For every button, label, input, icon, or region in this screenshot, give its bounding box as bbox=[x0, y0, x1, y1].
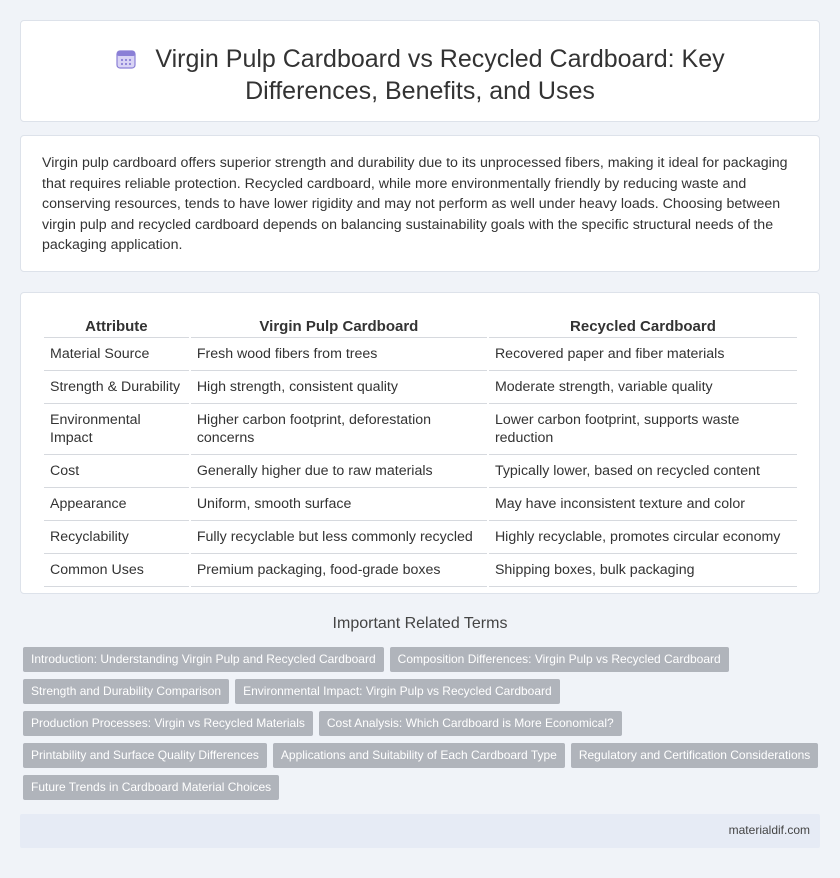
table-row bbox=[44, 521, 797, 554]
related-terms-heading: Important Related Terms bbox=[332, 615, 508, 632]
cell-virgin: Higher carbon footprint, deforestation concerns bbox=[191, 404, 487, 455]
tag-row bbox=[23, 711, 823, 743]
table-row bbox=[44, 554, 797, 587]
related-terms-list bbox=[23, 647, 823, 807]
intro-card bbox=[20, 135, 820, 272]
cell-virgin: High strength, consistent quality bbox=[191, 371, 487, 404]
related-term-tag[interactable]: Composition Differences: Virgin Pulp vs Recycled Cardboard bbox=[390, 647, 729, 672]
related-term-tag[interactable]: Future Trends in Cardboard Material Choices bbox=[23, 775, 279, 800]
footer-site-link[interactable]: materialdif.com bbox=[728, 823, 810, 837]
related-term-tag[interactable]: Printability and Surface Quality Differences bbox=[23, 743, 267, 768]
tag-row bbox=[23, 775, 823, 807]
related-term-tag[interactable]: Cost Analysis: Which Cardboard is More Economical? bbox=[319, 711, 622, 736]
comparison-table-card bbox=[20, 292, 820, 594]
cell-virgin: Fully recyclable but less commonly recycled bbox=[191, 521, 487, 554]
cell-virgin: Uniform, smooth surface bbox=[191, 488, 487, 521]
related-term-tag[interactable]: Applications and Suitability of Each Cardboard Type bbox=[273, 743, 565, 768]
table-row bbox=[44, 338, 797, 371]
cell-recycled: Recovered paper and fiber materials bbox=[489, 338, 797, 371]
cell-attribute: Recyclability bbox=[44, 521, 189, 554]
related-term-tag[interactable]: Environmental Impact: Virgin Pulp vs Recycled Cardboard bbox=[235, 679, 560, 704]
cell-virgin: Premium packaging, food-grade boxes bbox=[191, 554, 487, 587]
cell-attribute: Common Uses bbox=[44, 554, 189, 587]
footer bbox=[20, 814, 820, 848]
header-attribute: Attribute bbox=[44, 316, 189, 338]
cell-attribute: Appearance bbox=[44, 488, 189, 521]
cell-recycled: Highly recyclable, promotes circular economy bbox=[489, 521, 797, 554]
table-row bbox=[44, 404, 797, 455]
cell-recycled: May have inconsistent texture and color bbox=[489, 488, 797, 521]
related-term-tag[interactable]: Strength and Durability Comparison bbox=[23, 679, 229, 704]
calendar-icon bbox=[115, 48, 137, 70]
table-header-row bbox=[44, 316, 797, 338]
page-title-wrap bbox=[61, 43, 779, 107]
cell-recycled: Moderate strength, variable quality bbox=[489, 371, 797, 404]
cell-virgin: Fresh wood fibers from trees bbox=[191, 338, 487, 371]
cell-attribute: Strength & Durability bbox=[44, 371, 189, 404]
cell-recycled: Typically lower, based on recycled content bbox=[489, 455, 797, 488]
cell-attribute: Environmental Impact bbox=[44, 404, 189, 455]
cell-attribute: Cost bbox=[44, 455, 189, 488]
header-recycled: Recycled Cardboard bbox=[489, 316, 797, 338]
tag-row bbox=[23, 743, 823, 775]
comparison-table bbox=[42, 316, 799, 587]
cell-attribute: Material Source bbox=[44, 338, 189, 371]
related-term-tag[interactable]: Introduction: Understanding Virgin Pulp and Recycled Cardboard bbox=[23, 647, 384, 672]
table-row bbox=[44, 371, 797, 404]
header-virgin-pulp: Virgin Pulp Cardboard bbox=[191, 316, 487, 338]
tag-row bbox=[23, 679, 823, 711]
related-term-tag[interactable]: Production Processes: Virgin vs Recycled Materials bbox=[23, 711, 313, 736]
intro-paragraph: Virgin pulp cardboard offers superior strength and durability due to its unprocessed fibers, making it ideal for packaging that requires reliable protection. Recycled cardboard, while more environmentally friendly by reducing waste and conserving resources, tends to have lower rigidity and may not perform as well under heavy loads. Choosing between virgin pulp and recycled cardboard depends on balancing sustainability goals with the specific structural needs of the packaging application. bbox=[42, 155, 788, 253]
cell-recycled: Lower carbon footprint, supports waste reduction bbox=[489, 404, 797, 455]
related-term-tag[interactable]: Regulatory and Certification Considerations bbox=[571, 743, 818, 768]
cell-recycled: Shipping boxes, bulk packaging bbox=[489, 554, 797, 587]
cell-virgin: Generally higher due to raw materials bbox=[191, 455, 487, 488]
header-card bbox=[20, 20, 820, 122]
table-row bbox=[44, 455, 797, 488]
tag-row bbox=[23, 647, 823, 679]
table-row bbox=[44, 488, 797, 521]
page-title: Virgin Pulp Cardboard vs Recycled Cardboard: Key Differences, Benefits, and Uses bbox=[155, 45, 725, 105]
